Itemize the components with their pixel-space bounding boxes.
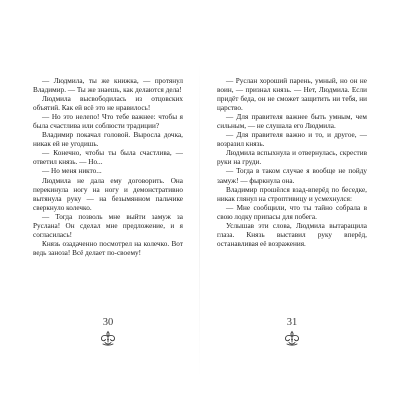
left-page <box>33 77 183 369</box>
right-paragraph: Людмила вспыхнула и отвернулась, скрестив руки на груди. <box>217 149 367 167</box>
right-paragraph: — Для правителя важно и то, и другое, — возразил князь. <box>217 131 367 149</box>
right-paragraph: — Мне сообщили, что ты тайно собрала в свою лодку припасы для побега. <box>217 203 367 221</box>
left-paragraph: — Конечно, чтобы ты была счастлива, — ответил князь. — Но... <box>33 149 183 167</box>
left-paragraph: Владимир покачал головой. Выросла дочка, никак ей не угодишь. <box>33 131 183 149</box>
left-paragraph: — Людмила, ты же книжка, — протянул Владимир. — Ты же знаешь, как делаются дела! <box>33 77 183 95</box>
right-page-text <box>217 77 367 313</box>
page-number-left: 30 <box>102 317 114 328</box>
right-paragraph: Владимир прошёлся взад-вперёд по беседке, никак глянул на строптивицу и усмехнулся: <box>217 185 367 203</box>
right-paragraph: — Руслан хороший парень, умный, но он не воин, — признал князь. — Нет, Людмила. Если придёт беда, он не сможет защитить ни тебя, ни царство. <box>217 77 367 113</box>
left-paragraph: Людмила не дала ему договорить. Она перекинула ногу на ногу и демонстративно вытянула руку — на безымянном пальчике сверкнуло колечко. <box>33 176 183 212</box>
left-paragraph: — Но меня никто... <box>42 167 102 176</box>
right-folio <box>217 317 367 346</box>
left-paragraph: Людмила высвободилась из отцовских объятий. Как ей всё это не нравилось! <box>33 95 183 113</box>
left-folio <box>33 317 183 346</box>
book-spine <box>199 60 200 380</box>
left-paragraph: — Но это нелепо! Что тебе важнее: чтобы я была счастлива или соблюсти традиции? <box>33 113 183 131</box>
right-paragraph: Услышав эти слова, Людмила вытаращила глаза. Князь выставил руку вперёд, останавливая её возражения. <box>217 221 367 248</box>
page-number-right: 31 <box>286 317 298 328</box>
left-paragraph: Князь озадаченно посмотрел на колечко. Вот ведь заноза! Всё делает по-своему! <box>33 239 183 257</box>
floral-ornament-icon <box>283 330 301 346</box>
floral-ornament-icon <box>99 330 117 346</box>
right-paragraph: — Тогда в таком случае я вообще не пойду замуж! — фыркнула она. <box>217 167 367 185</box>
left-page-text <box>33 77 183 313</box>
right-paragraph: — Для правителя важнее быть умным, чем сильным, — не слушала его Людмила. <box>217 113 367 131</box>
right-page <box>217 77 367 369</box>
left-paragraph: — Тогда позволь мне выйти замуж за Руслана! Он сделал мне предложение, и я согласилась! <box>33 212 183 239</box>
